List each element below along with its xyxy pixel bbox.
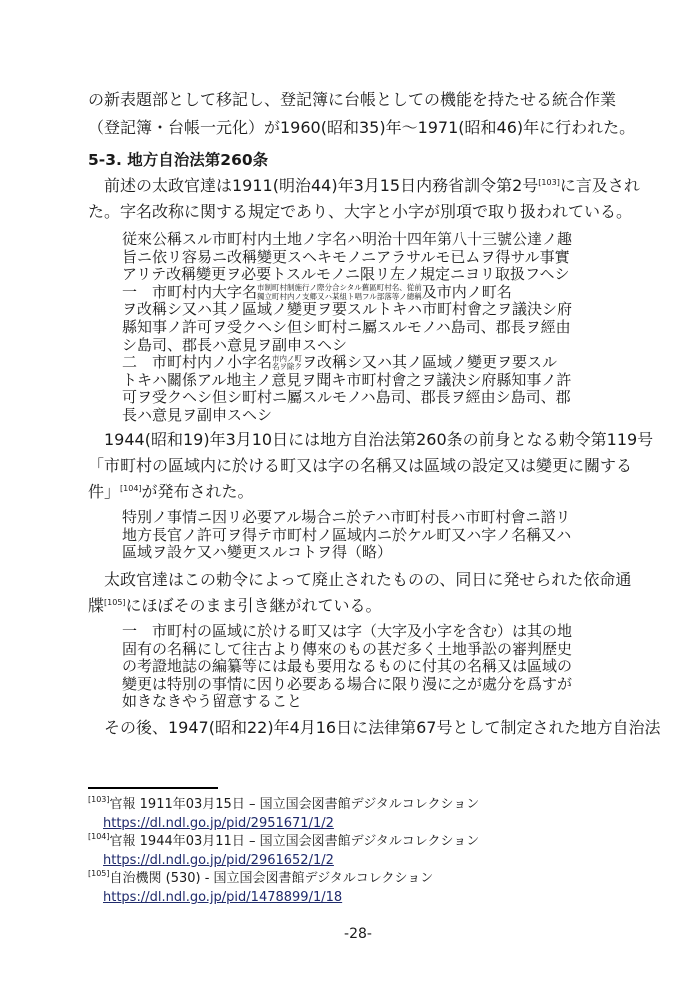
quote-line: 従來公稱スル市町村内土地ノ字名ハ明治十四年第八十三號公達ノ趣 [122,230,573,248]
quote-line: ヲ改稱シ又ハ其ノ區域ノ變更ヲ要スルトキハ市町村會之ヲ議決シ府 [122,300,573,319]
quote-line: 可ヲ受クヘシ但シ町村ニ屬スルモノハ島司、郡長ヲ經由シ島司、郡 [122,388,571,407]
text-line: その後、1947(昭和22)年4月16日に法律第67号として制定された地方自治法 [104,718,661,737]
quote-line: 地方長官ノ許可ヲ得テ市町村ノ區域内ニ於ケル町又ハ字ノ名稱又ハ [122,525,572,544]
ruby-line: 市内ノ町 [272,353,303,363]
footnote-103 [88,796,479,815]
footnote-ref-105[interactable]: [105] [104,598,126,607]
text-line: の新表題部として移記し、登記簿に台帳としての機能を持たせる統合作業 [88,90,617,109]
ruby-annotation [257,284,422,301]
text: が発布された。 [141,482,254,501]
quote-line [122,284,572,302]
quote-line: 如きなきやう留意すること [122,692,303,711]
footnote-105 [88,870,479,889]
quote-line: シ島司、郡長ハ意見ヲ副申スヘシ [122,335,348,354]
text-line: （登記簿・台帳一元化）が1960(昭和35)年〜1971(昭和46)年に行われた。 [88,118,636,137]
quote-line: 長ハ意見ヲ副申スヘシ [122,405,273,424]
footnote-link[interactable]: https://dl.ndl.go.jp/pid/2951671/1/2 [103,815,334,831]
paragraph-continuation [88,86,635,142]
text-line [88,479,653,505]
footnote-number: [104] [88,832,110,842]
text-line: 太政官達はこの勅令によって廃止されたものの、同日に発せられた依命通 [104,570,632,589]
footnote-link-line [88,815,479,834]
text-line: 1944(昭和19)年3月10日には地方自治法第260条の前身となる勅令第119号 [104,430,654,449]
text-line [88,173,640,199]
footnote-text: 官報 1911年03月15日 – 国立国会図書館デジタルコレクション [109,797,480,812]
quote-line [122,354,572,372]
footnote-text: 官報 1944年03月11日 – 国立国会図書館デジタルコレクション [109,834,480,850]
quote-line: 變更は特別の事情に因り必要ある場合に限り漫に之が處分を爲すが [122,674,573,693]
quote-notice [122,623,572,711]
text: ヲ改稱シ又ハ其ノ區域ノ變更ヲ要スル [302,353,558,372]
footnote-number: [103] [88,795,110,804]
quote-1944-ordinance [122,509,571,562]
footnotes [88,796,479,908]
footnote-link[interactable]: https://dl.ndl.go.jp/pid/1478899/1/18 [103,889,343,905]
footnote-text: 自治機関 (530) - 国立国会図書館デジタルコレクション [109,871,434,887]
footnote-link[interactable]: https://dl.ndl.go.jp/pid/2961652/1/2 [103,852,334,868]
paragraph-1947 [88,715,660,741]
quote-line: 區域ヲ設ケ又ハ變更スルコトヲ得（略） [122,543,393,562]
quote-line: トキハ關係アル地主ノ意見ヲ聞キ市町村會之ヲ議決シ府縣知事ノ許 [122,370,572,389]
ruby-annotation [272,355,302,372]
ruby-line: 獨立町村内ノ支郷又ハ某組ト唱フル部落等ノ總稱 [257,291,422,301]
footnote-link-line [88,852,479,871]
quote-line: アリテ改稱變更ヲ必要トスルモノニ限リ左ノ規定ニヨリ取扱フヘシ [122,265,570,284]
quote-1911-directive [122,231,572,425]
quote-line: 旨ニ依リ容易ニ改稱變更スヘキモノニアラサルモ已ムヲ得サル事實 [122,247,570,266]
text: 二 市町村内ノ小字名 [122,353,273,372]
text: 一 市町村内大字名 [122,282,258,301]
text: 牒 [88,596,105,615]
footnote-number: [105] [88,869,110,879]
footnote-divider [88,787,218,789]
section-heading: 5-3. 地方自治法第260条 [88,151,269,169]
quote-line: 縣知事ノ許可ヲ受クヘシ但シ町村ニ屬スルモノハ島司、郡長ヲ經由 [122,317,571,336]
text-line: 「市町村の區域内に於ける町又は字の名稱又は區域の設定又は變更に關する [88,456,633,475]
paragraph-1944 [88,427,653,505]
text-line: た。字名改称に関する規定であり、大字と小字が別項で取り扱われている。 [88,202,633,221]
text: 前述の太政官達は1911(明治44)年3月15日内務省訓令第2号 [104,176,539,195]
paragraph-notice [88,567,631,619]
text: 及市内ノ町名 [421,282,512,301]
text: に言及され [559,176,640,195]
footnote-link-line [88,889,479,908]
page-number: -28- [344,926,372,942]
footnote-104 [88,833,479,852]
footnote-ref-103[interactable]: [103] [538,178,560,187]
quote-line: 一 市町村の區域に於ける町又は字（大字及小字を含む）は其の地 [122,622,573,640]
quote-line: の考證地誌の編纂等には最も要用なるものに付其の名稱又は區域の [122,657,573,676]
ruby-line: 市制町村制施行ノ際分合シタル舊區町村名、從前 [257,283,422,293]
quote-line: 特別ノ事情ニ因リ必要アル場合ニ於テハ市町村長ハ市町村會ニ諮リ [122,508,571,526]
text: にほぼそのまま引き継がれている。 [125,596,382,615]
text: 件」 [88,482,121,501]
text-line [88,593,631,619]
footnote-ref-104[interactable]: [104] [120,484,142,493]
ruby-line: 名ヲ除ク [272,362,303,372]
quote-line: 固有の名稱にして往古より傳來のもの甚だ多く土地爭訟の審判歴史 [122,639,573,658]
paragraph-intro [88,173,640,225]
